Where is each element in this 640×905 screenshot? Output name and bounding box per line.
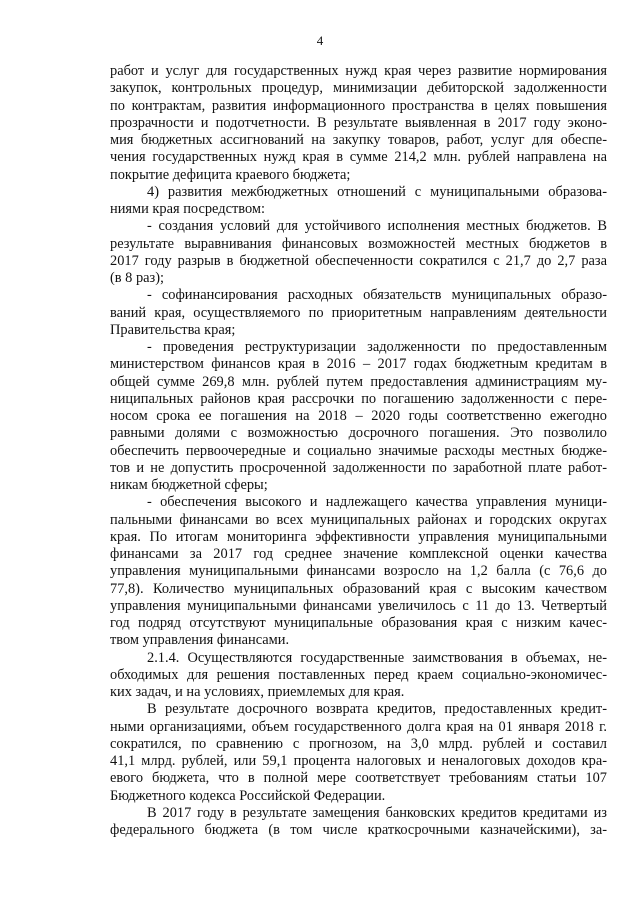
text-line: мия бюджетных ассигнований на закупку товаров, работ, услуг для обеспе- [110,132,607,148]
text-line: чения государственных нужд края в сумме 214,2 млн. рублей направлена на [110,149,607,166]
text-line: В результате досрочного возврата кредитов, предоставленных кредит- [147,701,607,718]
text-line: (в 8 раз); [110,270,165,286]
text-line: Правительства края; [110,321,236,338]
text-line: ниями края посредством: [110,201,265,217]
text-line: ными организациями, объем государственного долга края на 01 января 2018 г. [110,718,607,735]
text-line: - обеспечения высокого и надлежащего качества управления муници- [147,494,607,511]
text-line: 2.1.4. Осуществляются государственные заимствования в объемах, не- [147,649,607,666]
text-line: финансами за 2017 год среднее значение комплексной оценки качества [110,546,607,562]
text-line: обходимых для решения поставленных перед краем социально-экономичес- [110,666,607,683]
text-line: закупок, контрольных процедур, минимизации дебиторской задолженности [110,80,607,97]
text-line: ваний края, осуществляемого по приоритетным направлениям деятельности [110,304,607,321]
text-line: год подряд отсутствуют муниципальные образования края с низким качес- [110,615,607,631]
text-line: управления муниципальными финансами увеличилось с 11 до 13. Четвертый [110,597,607,614]
text-line: края. По итогам мониторинга эффективности управления муниципальными [110,528,607,545]
text-line: 4) развития межбюджетных отношений с муниципальными образова- [147,183,607,200]
text-line: - софинансирования расходных обязательств муниципальных образо- [147,287,607,304]
text-line: покрытие дефицита краевого бюджета; [110,166,351,183]
text-line: общей сумме 269,8 млн. рублей путем предоставления администрациям му- [110,373,607,390]
text-line: пальными финансами во всех муниципальных районах и городских округах [110,511,607,528]
text-line: сократился, по сравнению с прогнозом, на 3,0 млрд. рублей и составил [110,735,607,752]
text-line: управления муниципальными финансами возросло на 1,2 балла (с 76,6 до [110,563,607,580]
text-line: результате выравнивания финансовых возможностей местных бюджетов в [110,235,607,252]
text-line: Бюджетного кодекса Российской Федерации. [110,787,386,804]
text-line: равными долями с возможностью досрочного погашения. Это позволило [110,425,607,442]
body-text [110,63,607,839]
text-line: носом срока ее погашения на 2018 – 2020 годы соответственно ежегодно [110,408,607,424]
text-line: федерального бюджета (в том числе краткосрочными казначейскими), за- [110,822,607,838]
text-line: министерством финансов края в 2016 – 2017 годах бюджетным кредитам в [110,356,607,373]
text-line: - создания условий для устойчивого исполнения местных бюджетов. В [147,218,607,235]
text-line: обеспечить первоочередные и социально значимые расходы местных бюдже- [110,442,607,459]
text-line: работ и услуг для государственных нужд края через развитие нормирования [110,63,607,79]
text-line: никам бюджетной сферы; [110,477,268,493]
text-line: твом управления финансами. [110,632,290,649]
text-line: В 2017 году в результате замещения банковских кредитов кредитами из [147,804,607,821]
text-line: 77,8). Количество муниципальных образований края с высоким качеством [110,580,607,597]
text-line: тов и не допустить просроченной задолженности по заработной плате работ- [110,459,607,476]
text-line: евого бюджета, что в полной мере соответствует требованиям статьи 107 [110,770,607,787]
text-line: ких задач, и на условиях, приемлемых для края. [110,684,405,700]
page-number: 4 [316,33,324,48]
text-line: ниципальных районов края рассрочки по погашению задолженности с пере- [110,390,607,407]
text-line: прозрачности и подотчетности. В результате выявленная в 2017 году эконо- [110,114,607,131]
text-line: - проведения реструктуризации задолженности по предоставленным [147,339,607,355]
text-line: 41,1 млрд. рублей, или 59,1 процента налоговых и неналоговых доходов кра- [110,753,607,769]
text-line: по контрактам, развития информационного пространства в целях повышения [110,97,607,114]
text-line: 2017 году разрыв в бюджетной обеспеченности сократился с 21,7 до 2,7 раза [110,252,607,269]
